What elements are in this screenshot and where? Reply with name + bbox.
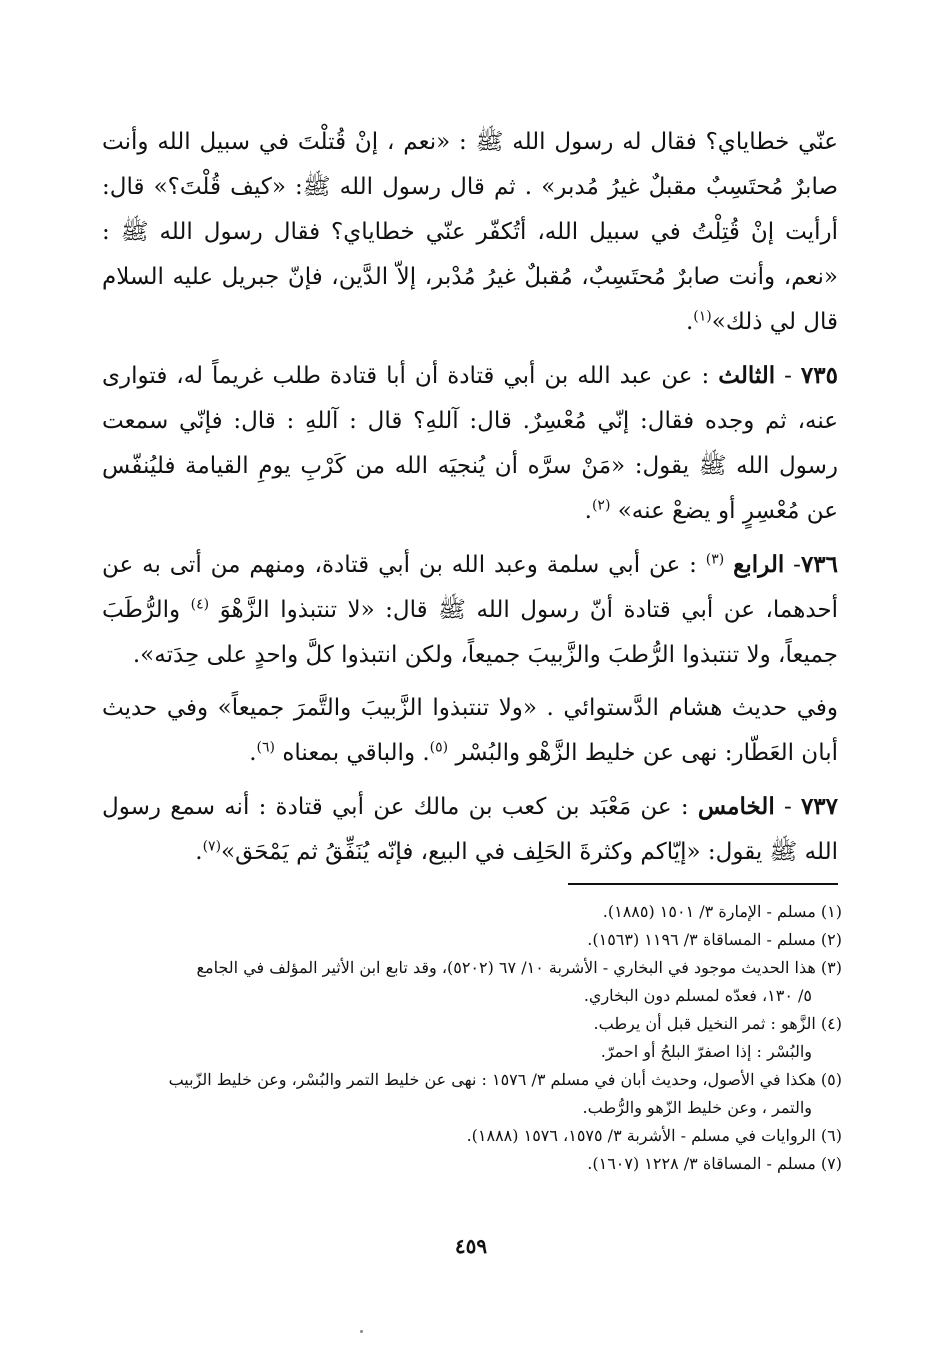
footnote-4: (٤) الزَّهو : ثمر النخيل قبل أن يرطب. <box>593 1014 842 1033</box>
paragraph-text: والرُّطَبَ جميعاً، ولا تنتبذوا الرُّطبَ والزَّبيبَ جميعاً، ولكن انتبذوا كلَّ واحدٍ على حِدَته». <box>102 597 838 668</box>
hadith-737: ٧٣٧ - الخامس : عن مَعْبَد بن كعب بن مالك عن أبي قتادة : أنه سمع رسول الله ﷺ يقول: «إيّاكم وكثرةَ الحَلِف في البيع، فإنّه يُنَفِّقُ ثم يَمْحَق»$^{(٧)}$. <box>102 793 839 865</box>
hadith-number: ٧٣٧ <box>800 793 839 820</box>
hadith-label: الثالث <box>718 362 776 389</box>
paragraph-text: عنّي خطاياي؟ فقال له رسول الله ﷺ : «نعم ، إنْ قُتلْتَ في سبيل الله وأنت صابرٌ مُحتَسِبٌ مقبلٌ غيرُ مُدبر» . ثم قال رسول الله ﷺ: «كيف قُلْتَ؟» قال: أرأيت إنْ قُتِلْتُ في سبيل الله، أتُكفّر عنّي خطاياي؟ فقال رسول الله ﷺ : «نعم، وأنت صابرٌ مُحتَسِبٌ، مُقبلٌ غيرُ مُدْبر، إلاّ الدَّين، فإنّ جبريل عليه السلام قال لي ذلك» <box>102 129 838 335</box>
page-number: ٤٥٩ <box>454 1234 488 1258</box>
footnote-2: (٢) مسلم - المساقاة ٣/ ١١٩٦ (١٥٦٣). <box>587 930 842 949</box>
footnote-ref-2[interactable]: (٢) <box>591 497 611 514</box>
paragraph-text: : عن أبي سلمة وعبد الله بن أبي قتادة، ومنهم من أتى به عن أحدهما، عن أبي قتادة أنّ رسول الله ﷺ قال: «لا تنتبذوا الزَّهْوَ <box>102 552 839 623</box>
footnote-1: (١) مسلم - الإمارة ٣/ ١٥٠١ (١٨٨٥). <box>602 902 842 921</box>
main-text <box>102 120 838 883</box>
footnote-5-continuation: والتمر ، وعن خليط الزّهو والرُّطب. <box>582 1098 812 1117</box>
paragraph-continuation: عنّي خطاياي؟ فقال له رسول الله ﷺ : «نعم ، إنْ قُتلْتَ في سبيل الله وأنت صابرٌ مُحتَسِبٌ مقبلٌ غيرُ مُدبر» . ثم قال رسول الله ﷺ: «كيف قُلْتَ؟» قال: أرأيت إنْ قُتِلْتُ في سبيل الله، أتُكفّر عنّي خطاياي؟ فقال رسول الله ﷺ : «نعم، وأنت صابرٌ مُحتَسِبٌ، مُقبلٌ غيرُ مُدْبر، إلاّ الدَّين، فإنّ جبريل عليه السلام قال لي ذلك»$^{(١)}$. <box>102 129 838 335</box>
paragraph-text: وفي حديث هشام الدَّستوائي . «ولا تنتبذوا الزَّبيبَ والتَّمرَ جميعاً» وفي حديث أبان العَطّار: نهى عن خليط الزَّهْو والبُسْر <box>102 695 838 766</box>
paragraph-variant: وفي حديث هشام الدَّستوائي . «ولا تنتبذوا الزَّبيبَ والتَّمرَ جميعاً» وفي حديث أبان العَطّار: نهى عن خليط الزَّهْو والبُسْر $^{(٥)}$. والباقي بمعناه $^{(٦)}$. <box>102 695 838 766</box>
footnote-3-continuation: ٥/ ١٣٠، فعدّه لمسلم دون البخاري. <box>583 986 812 1005</box>
hadith-736: ٧٣٦- الرابع $^{(٣)}$ : عن أبي سلمة وعبد الله بن أبي قتادة، ومنهم من أتى به عن أحدهما، عن أبي قتادة أنّ رسول الله ﷺ قال: «لا تنتبذوا الزَّهْوَ $^{(٤)}$ والرُّطَبَ جميعاً، ولا تنتبذوا الرُّطبَ والزَّبيبَ جميعاً، ولكن انتبذوا كلَّ واحدٍ على حِدَته». <box>102 551 839 668</box>
footnote-ref-5[interactable]: (٥) <box>429 739 449 756</box>
hadith-label: الخامس <box>697 793 775 820</box>
footnote-5: (٥) هكذا في الأصول، وحديث أبان في مسلم ٣/ ١٥٧٦ : نهى عن خليط التمر والبُسْر، وعن خليط الزّبيب <box>168 1070 842 1089</box>
footnote-ref-1[interactable]: (١) <box>693 308 712 325</box>
scan-speck <box>360 1330 363 1333</box>
footnote-3: (٣) هذا الحديث موجود في البخاري - الأشربة ١٠/ ٦٧ (٥٢٠٢)، وقد تابع ابن الأثير المؤلف في الجامع <box>196 958 842 977</box>
footnote-divider <box>568 883 838 885</box>
footnote-ref-3[interactable]: (٣) <box>705 551 725 568</box>
hadith-number: ٧٣٦ <box>800 551 839 578</box>
footnote-ref-6[interactable]: (٦) <box>256 739 276 756</box>
footnote-7: (٧) مسلم - المساقاة ٣/ ١٢٢٨ (١٦٠٧). <box>587 1154 842 1173</box>
paragraph-text: : عن عبد الله بن أبي قتادة أن أبا قتادة طلب غريماً له، فتوارى عنه، ثم وجده فقال: إنّي مُعْسِرٌ. قال: آللهِ؟ قال : آللهِ : قال: فإنّي سمعت رسول الله ﷺ يقول: «مَنْ سرَّه أن يُنجيَه الله من كَرْبِ يومِ القيامة فليُنفّس عن مُعْسِرٍ أو يضعْ عنه» <box>102 363 838 524</box>
footnote-ref-7[interactable]: (٧) <box>202 838 222 855</box>
footnote-4-continuation: والبُسْر : إذا اصفرّ البلحُ أو احمرّ. <box>600 1042 812 1061</box>
hadith-735: ٧٣٥ - الثالث : عن عبد الله بن أبي قتادة أن أبا قتادة طلب غريماً له، فتوارى عنه، ثم وجده فقال: إنّي مُعْسِرٌ. قال: آللهِ؟ قال : آللهِ : قال: فإنّي سمعت رسول الله ﷺ يقول: «مَنْ سرَّه أن يُنجيَه الله من كَرْبِ يومِ القيامة فليُنفّس عن مُعْسِرٍ أو يضعْ عنه» $^{(٢)}$. <box>102 362 838 524</box>
hadith-label: الرابع <box>733 551 785 578</box>
paragraph-text: . والباقي بمعناه <box>282 740 430 766</box>
footnote-ref-4[interactable]: (٤) <box>190 596 210 613</box>
footnote-6: (٦) الروايات في مسلم - الأشربة ٣/ ١٥٧٥، ١٥٧٦ (١٨٨٨). <box>466 1126 842 1145</box>
paragraph-text: : عن مَعْبَد بن كعب بن مالك عن أبي قتادة : أنه سمع رسول الله ﷺ يقول: «إيّاكم وكثرةَ الحَلِف في البيع، فإنّه يُنَفِّقُ ثم يَمْحَق» <box>102 794 838 865</box>
footnotes <box>102 898 842 1178</box>
hadith-number: ٧٣٥ <box>800 362 838 389</box>
